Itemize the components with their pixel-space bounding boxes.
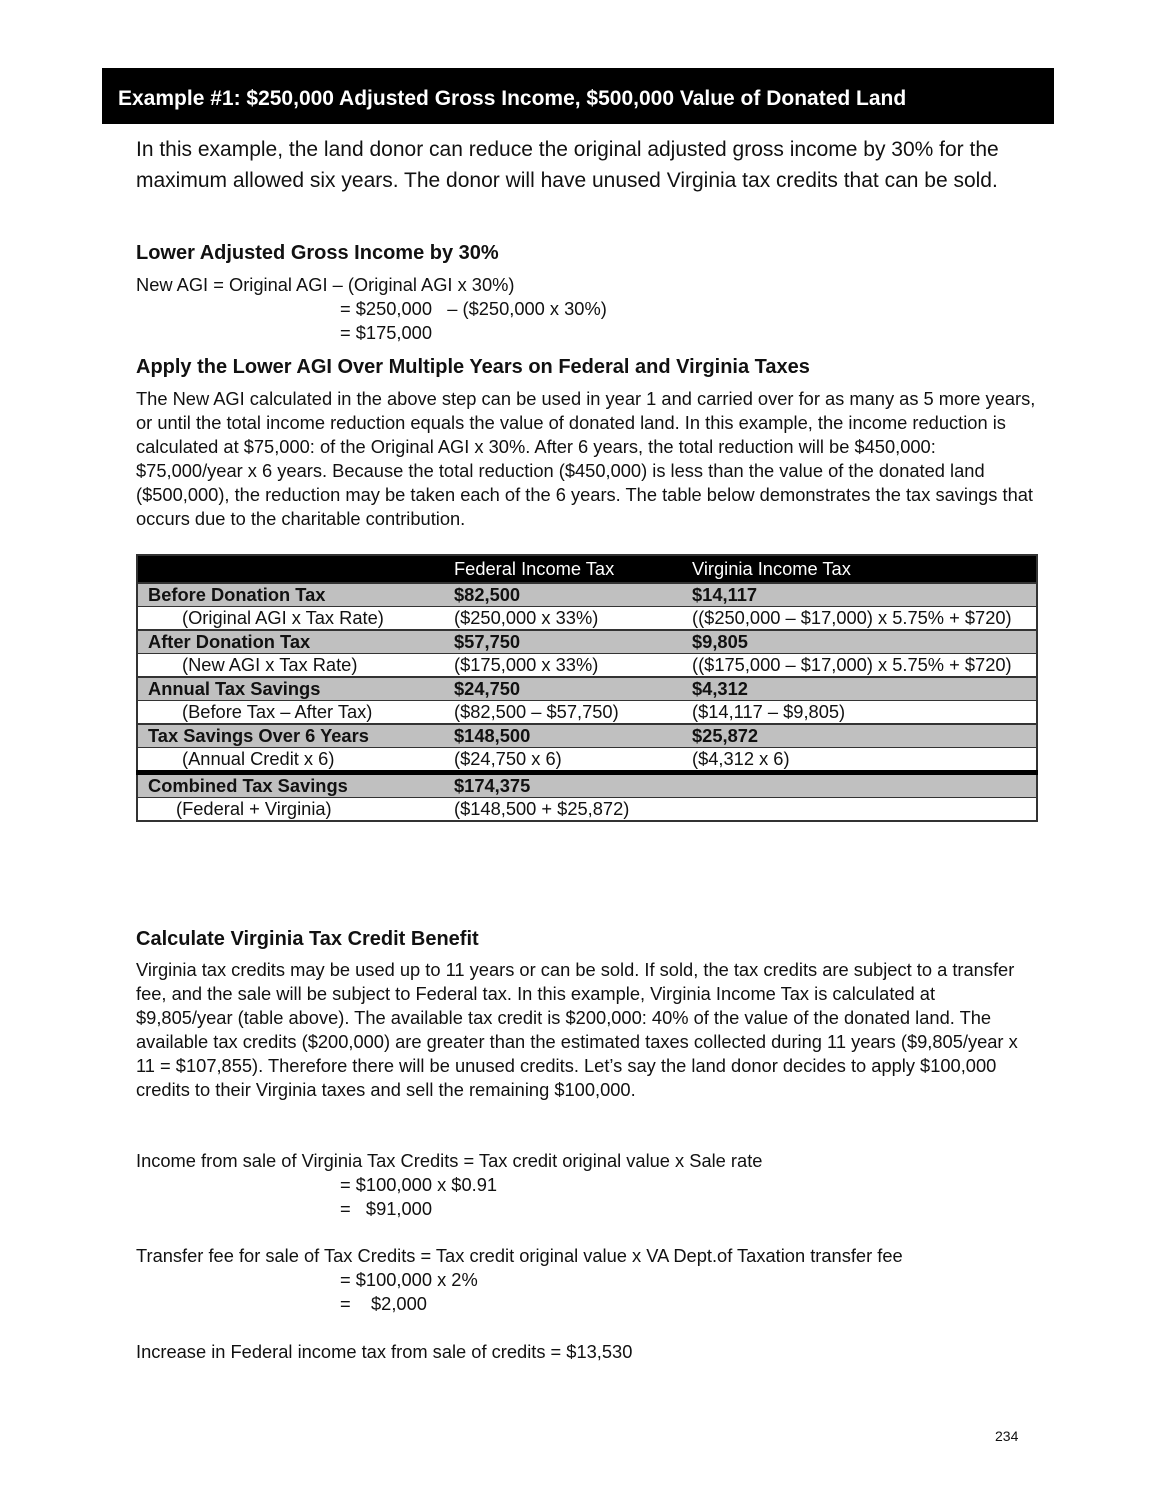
table-cell: After Donation Tax bbox=[137, 630, 444, 654]
table-cell: $174,375 bbox=[444, 773, 682, 798]
table-header-cell: Virginia Income Tax bbox=[682, 555, 1037, 583]
table-cell bbox=[682, 773, 1037, 798]
section-body: Virginia tax credits may be used up to 11 years or can be sold. If sold, the tax credits are subject to a transfer fee, and the sale will be subject to Federal tax. In this example, Virginia Income Tax is calculated at $9,805/year (table above). The available tax credit is $200,000: 40% of the value of the donated land. The available tax credits ($200,000) are greater than the estimated taxes collected during 11 years ($9,805/year x 11 = $107,855). Therefore there will be unused credits. Let’s say the land donor decides to apply $100,000 credits to their Virginia taxes and sell the remaining $100,000. bbox=[136, 959, 1018, 1100]
intro-paragraph: In this example, the land donor can reduce the original adjusted gross income by 30% for the maximum allowed six years. The donor will have unused Virginia tax credits that can be sold. bbox=[136, 138, 999, 192]
table-cell: $148,500 bbox=[444, 724, 682, 748]
table-cell: $57,750 bbox=[444, 630, 682, 654]
table-cell: $24,750 bbox=[444, 677, 682, 701]
example-banner: Example #1: $250,000 Adjusted Gross Income, $500,000 Value of Donated Land bbox=[102, 68, 1054, 124]
table-cell bbox=[682, 798, 1037, 822]
table-cell: Annual Tax Savings bbox=[137, 677, 444, 701]
table-cell: (($175,000 – $17,000) x 5.75% + $720) bbox=[682, 654, 1037, 678]
table-cell: $25,872 bbox=[682, 724, 1037, 748]
tax-savings-table bbox=[136, 554, 1038, 822]
formula-line: = $100,000 x 2% bbox=[340, 1269, 478, 1290]
table-header-cell: Federal Income Tax bbox=[444, 555, 682, 583]
formula-line: = $2,000 bbox=[340, 1293, 427, 1314]
table-row bbox=[137, 724, 1037, 748]
table-cell: $14,117 bbox=[682, 583, 1037, 607]
table-row bbox=[137, 607, 1037, 631]
formula-line: = $250,000 – ($250,000 x 30%) bbox=[340, 298, 607, 319]
table-cell: Tax Savings Over 6 Years bbox=[137, 724, 444, 748]
table-cell: (Original AGI x Tax Rate) bbox=[137, 607, 444, 631]
table-cell: Combined Tax Savings bbox=[137, 773, 444, 798]
table-cell: Before Donation Tax bbox=[137, 583, 444, 607]
table-cell: ($4,312 x 6) bbox=[682, 748, 1037, 773]
table-row bbox=[137, 630, 1037, 654]
formula-line: = $91,000 bbox=[340, 1198, 432, 1219]
table-header-row bbox=[137, 555, 1037, 583]
table-header-cell bbox=[137, 555, 444, 583]
formula-line: New AGI = Original AGI – (Original AGI x 30%) bbox=[136, 274, 515, 295]
formula-line: Transfer fee for sale of Tax Credits = Tax credit original value x VA Dept.of Taxation transfer fee bbox=[136, 1245, 903, 1266]
table-cell: ($175,000 x 33%) bbox=[444, 654, 682, 678]
table-cell: (Before Tax – After Tax) bbox=[137, 701, 444, 725]
table-row-combined bbox=[137, 773, 1037, 798]
table-cell: $9,805 bbox=[682, 630, 1037, 654]
section-heading-lower-agi: Lower Adjusted Gross Income by 30% bbox=[136, 242, 499, 264]
table-row bbox=[137, 748, 1037, 773]
table-cell: (($250,000 – $17,000) x 5.75% + $720) bbox=[682, 607, 1037, 631]
page-number: 234 bbox=[995, 1428, 1019, 1444]
section-heading-va-credit: Calculate Virginia Tax Credit Benefit bbox=[136, 928, 479, 950]
table-cell: ($14,117 – $9,805) bbox=[682, 701, 1037, 725]
table-row bbox=[137, 583, 1037, 607]
table-cell: ($148,500 + $25,872) bbox=[444, 798, 682, 822]
table-row bbox=[137, 654, 1037, 678]
table-cell: (Annual Credit x 6) bbox=[137, 748, 444, 773]
table-row bbox=[137, 798, 1037, 822]
formula-line: = $100,000 x $0.91 bbox=[340, 1174, 498, 1195]
table-cell: $82,500 bbox=[444, 583, 682, 607]
formula-line: = $175,000 bbox=[340, 322, 433, 343]
table-cell: (New AGI x Tax Rate) bbox=[137, 654, 444, 678]
formula-line: Income from sale of Virginia Tax Credits = Tax credit original value x Sale rate bbox=[136, 1150, 763, 1171]
table-row bbox=[137, 701, 1037, 725]
section-heading-apply-agi: Apply the Lower AGI Over Multiple Years on Federal and Virginia Taxes bbox=[136, 356, 810, 378]
table-cell: (Federal + Virginia) bbox=[137, 798, 444, 822]
table-cell: ($24,750 x 6) bbox=[444, 748, 682, 773]
table-cell: $4,312 bbox=[682, 677, 1037, 701]
table-cell: ($250,000 x 33%) bbox=[444, 607, 682, 631]
section-body: The New AGI calculated in the above step can be used in year 1 and carried over for as many as 5 more years, or until the total income reduction equals the value of donated land. In this example, the income reduction is calculated at $75,000: of the Original AGI x 30%. After 6 years, the total reduction will be $450,000: $75,000/year x 6 years. Because the total reduction ($450,000) is less than the value of the donated land ($500,000), the reduction may be taken each of the 6 years. The table below demonstrates the tax savings that occurs due to the charitable contribution. bbox=[136, 388, 1036, 529]
table-cell: ($82,500 – $57,750) bbox=[444, 701, 682, 725]
formula-line: Increase in Federal income tax from sale of credits = $13,530 bbox=[136, 1341, 633, 1362]
table-row bbox=[137, 677, 1037, 701]
